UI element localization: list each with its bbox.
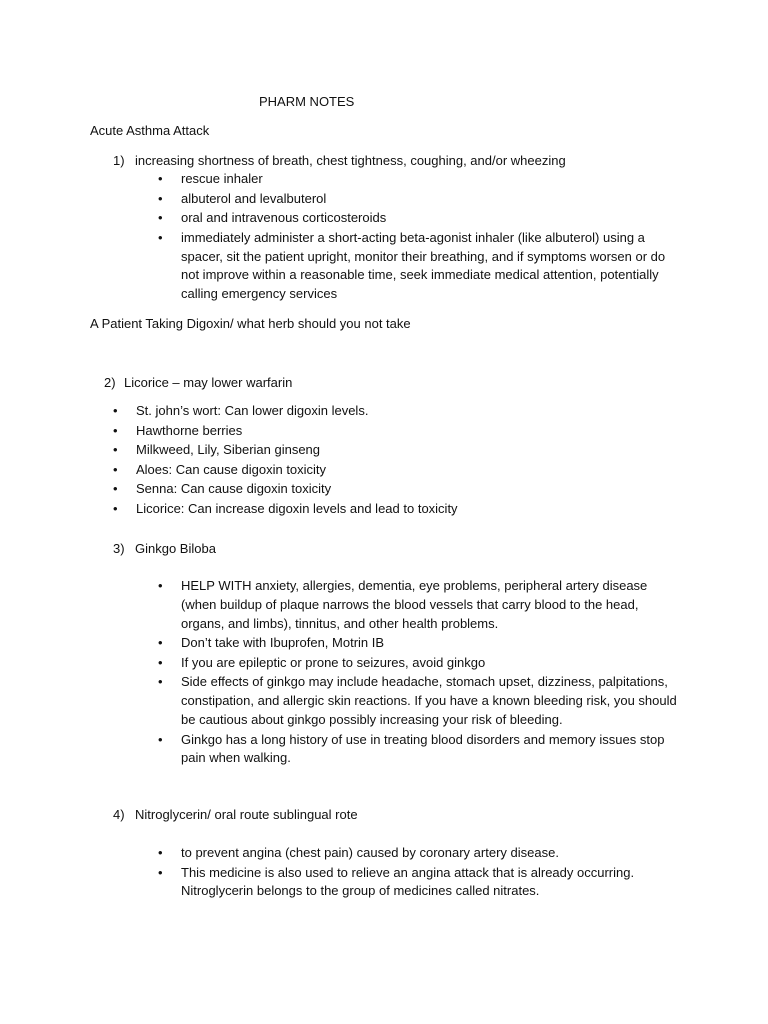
bullet-icon: •: [158, 731, 163, 747]
bullet-list-item-3: [158, 577, 681, 768]
item-number: 1): [113, 153, 125, 168]
list-item: • This medicine is also used to relieve an angina attack that is already occurring. Nitroglycerin belongs to the group of medicines called nitrates.: [158, 864, 635, 899]
item-number: 3): [113, 541, 125, 556]
list-item: • albuterol and levalbuterol: [181, 190, 681, 209]
list-item: • to prevent angina (chest pain) caused by coronary artery disease.: [181, 844, 681, 863]
bullet-icon: •: [158, 674, 163, 690]
bullet-icon: •: [158, 210, 163, 226]
item-text: Ginkgo Biloba: [135, 541, 216, 556]
bullet-icon: •: [113, 403, 118, 418]
list-item: • St. john’s wort: Can lower digoxin levels.: [136, 402, 696, 421]
page-title: PHARM NOTES: [259, 94, 355, 109]
numbered-item-3: [113, 540, 216, 557]
list-item: • Aloes: Can cause digoxin toxicity: [136, 461, 696, 480]
list-item: • If you are epileptic or prone to seizures, avoid ginkgo: [181, 654, 681, 673]
bullet-icon: •: [158, 864, 163, 880]
bullet-icon: •: [158, 578, 163, 593]
bullet-icon: •: [158, 190, 163, 206]
bullet-icon: •: [158, 654, 163, 670]
bullet-icon: •: [158, 229, 163, 245]
bullet-icon: •: [113, 442, 118, 458]
list-item: • immediately administer a short-acting beta-agonist inhaler (like albuterol) using a spacer, sit the patient upright, monitor their breathing, and if symptoms worsen or do not improve within a reasonable time, seek immediate medical attention, potentially calling emergency services: [158, 229, 666, 302]
numbered-item-2: [104, 374, 292, 391]
item-text: Nitroglycerin/ oral route sublingual rote: [135, 807, 358, 822]
section-heading-digoxin: A Patient Taking Digoxin/ what herb should you not take: [90, 316, 411, 331]
list-item: • rescue inhaler: [181, 170, 681, 189]
list-item: • Senna: Can cause digoxin toxicity: [136, 480, 696, 499]
item-text: increasing shortness of breath, chest tightness, coughing, and/or wheezing: [135, 153, 566, 168]
bullet-icon: •: [113, 481, 118, 497]
list-item: • oral and intravenous corticosteroids: [181, 209, 681, 228]
bullet-icon: •: [158, 635, 163, 651]
bullet-list-item-2: [113, 402, 696, 519]
bullet-list-item-1: [158, 170, 681, 304]
item-number: 2): [104, 375, 116, 390]
list-item: • Don’t take with Ibuprofen, Motrin IB: [181, 634, 681, 653]
numbered-item-1: [113, 152, 566, 169]
numbered-item-4: [113, 806, 358, 823]
list-item: • Hawthorne berries: [136, 422, 696, 441]
list-item: • HELP WITH anxiety, allergies, dementia, eye problems, peripheral artery disease (when buildup of plaque narrows the blood vessels that carry blood to the head, organs, and limbs), tinnitus, and other health problems.: [158, 578, 648, 631]
list-item: • Licorice: Can increase digoxin levels and lead to toxicity: [136, 500, 696, 519]
list-item: • Milkweed, Lily, Siberian ginseng: [136, 441, 696, 460]
bullet-icon: •: [158, 171, 163, 186]
item-number: 4): [113, 807, 125, 822]
section-heading-asthma: Acute Asthma Attack: [90, 123, 210, 138]
bullet-list-item-4: [158, 844, 681, 901]
list-item: • Ginkgo has a long history of use in treating blood disorders and memory issues stop pain when walking.: [158, 731, 665, 766]
list-item: • Side effects of ginkgo may include headache, stomach upset, dizziness, palpitations, constipation, and allergic skin reactions. If you have a known bleeding risk, you should be cautious about ginkgo possibly increasing your risk of bleeding.: [158, 674, 677, 727]
item-text: Licorice – may lower warfarin: [124, 375, 293, 390]
bullet-icon: •: [113, 461, 118, 477]
bullet-icon: •: [158, 845, 163, 860]
bullet-icon: •: [113, 500, 118, 516]
bullet-icon: •: [113, 422, 118, 438]
